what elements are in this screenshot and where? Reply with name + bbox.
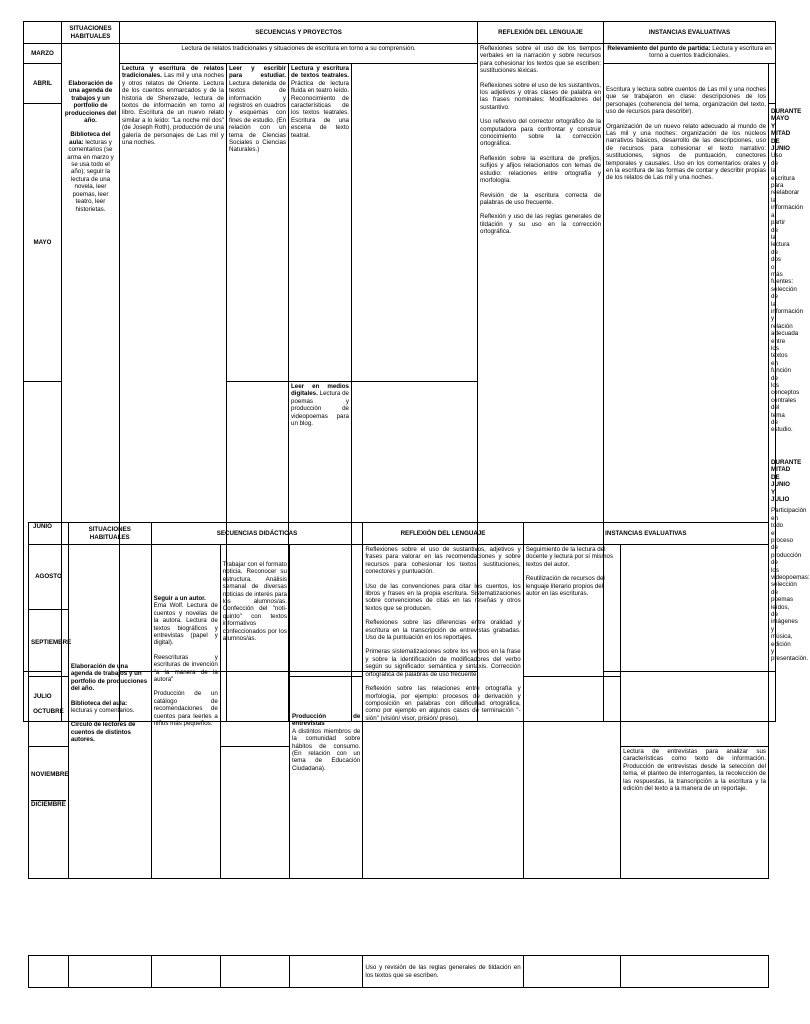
- reflexion-item: Primeras sistematizaciones sobre los verbos en la frase y sobre la identificación de modificadores del verbo según su significado: semántica y sintaxis. Corrección ortográfica de palabras de uso frecuente.: [365, 648, 521, 678]
- blank-cell: [220, 747, 289, 879]
- header-situaciones: SITUACIONES HABITUALES: [68, 523, 151, 545]
- reflexion-cell: [363, 545, 523, 879]
- planning-table-2: [28, 522, 769, 879]
- blank-cell: [769, 671, 776, 721]
- situaciones-biblioteca: Biblioteca del aula: lecturas y comentarios.: [70, 699, 135, 715]
- reflexion-item: Reflexión sobre la escritura de prefijos, sufijos y afijos relacionados con temas de estudio: relaciones entre ortografía y morfología.: [480, 154, 602, 185]
- blank-cell: [29, 956, 69, 988]
- month-abril: ABRIL: [24, 64, 62, 104]
- seq-entrevistas: [289, 677, 362, 879]
- marzo-secuencia: Lectura de relatos tradicionales y situaciones de escritura en torno a su comprensión.: [120, 44, 478, 64]
- reflexion-item: Reflexión y uso de las reglas generales de tildación y su uso en la corrección ortográfica.: [480, 213, 602, 236]
- reflexion-item: Revisión de la escritura correcta de palabras de uso frecuente.: [480, 191, 602, 206]
- blank-cell: [68, 956, 151, 988]
- instancia-title-1: DURANTE MAYO Y MITAD DE JUNIO: [771, 108, 802, 153]
- header-situaciones: SITUACIONES HABITUALES: [62, 22, 120, 44]
- month-julio: JULIO: [24, 671, 62, 721]
- blank-cell: [523, 677, 620, 879]
- header-secuencias: SECUENCIAS DIDÁCTICAS: [151, 523, 363, 545]
- blank-cell: [352, 104, 478, 382]
- month-marzo: MARZO: [24, 44, 62, 64]
- seq-autor-title: Seguir a un autor.: [153, 595, 206, 602]
- blank-cell: [151, 956, 220, 988]
- reflexion-item: Reflexiones sobre las diferencias entre oralidad y escritura en la transcripción de entrevistas grabadas. Uso de la puntuación en los reportajes.: [365, 619, 521, 642]
- reflexion-item: Uso de las convenciones para citar los cuentos, los libros y frases en la propia escritura. Sistematizaciones sobre convenciones de citas en las reseñas y otros textos que se producen.: [365, 582, 521, 612]
- month-octubre: OCTUBRE: [29, 677, 69, 747]
- seq-autor-body-2: Reescrituras y escrituras de invención "a la manera de la autora": [153, 653, 218, 684]
- reflexion-item: Reflexiones sobre el uso de sustantivos, adjetivos y frases para valorar en las recomendaciones y sobre recursos para cohesionar los textos: sustituciones, conectores y puntuación.: [365, 546, 521, 576]
- instancia-body-1: Uso de la escritura para reelaborar la información a partir de la lectura de dos o más fuentes: selección de la información y relación adecuada entre los textos en función de los conceptos centrales del tema de estudio.: [771, 152, 804, 434]
- month-agosto: AGOSTO: [29, 545, 69, 610]
- situaciones-agenda: Elaboración de una agenda de trabajos y un portfolio de producciones del año.: [64, 80, 117, 125]
- seq-entrevistas-body: A distintos miembros de la comunidad sobre hábitos de consumo. (En relación con un tema de Educación Ciudadana).: [291, 727, 361, 772]
- instancia-item: Seguimiento de la lectura del docente y lectura por sí mismos textos del autor.: [525, 546, 614, 568]
- instancia-title-2: DURANTE MITAD DE JUNIO Y JULIO: [771, 458, 802, 503]
- seq-autor-body-3: Producción de un catálogo de recomendaciones de cuentos para leerles a niños más pequeños.: [153, 690, 218, 728]
- reflexion-tildacion: Uso y revisión de las reglas generales de tildación en los textos que se escriben.: [363, 956, 523, 988]
- blank-cell: [352, 64, 478, 104]
- seq-digital: Leer en medios digitales. Lectura de poemas y producción de videopoemas para un blog.: [289, 381, 352, 671]
- blank-cell: [621, 545, 769, 747]
- month-noviembre-diciembre: [29, 747, 69, 879]
- situaciones-cell: [68, 545, 151, 879]
- seq-teatro: Lectura y escritura de textos teatrales. Práctica de lectura fluida en teatro leído. Reconocimiento de características de los textos teatrales. Escritura de una escena de texto teatral.: [289, 64, 352, 382]
- header-secuencias: SECUENCIAS Y PROYECTOS: [120, 22, 478, 44]
- month-septiembre: SEPTIEMBRE: [29, 610, 69, 677]
- blank-cell: [220, 956, 289, 988]
- header-blank: [29, 523, 69, 545]
- blank-cell: [523, 956, 620, 988]
- situaciones-biblioteca: Biblioteca del aula: lecturas y comentarios (se arma en marzo y se usa todo el año); seguir la lectura de una novela, leer poemas, leer teatro, leer historietas.: [67, 131, 114, 213]
- instancias-col2: Lectura de entrevistas para analizar sus características como texto de información. Producción de entrevistas desde la selección del tema, el planteo de interrogantes, la recolección de las respuestas, la transcripción a la escritura y la edición del texto a la manera de un reportaje.: [621, 747, 769, 879]
- header-reflexion: REFLEXIÓN DEL LENGUAJE: [363, 523, 523, 545]
- planning-table-3: [28, 955, 769, 988]
- seq-estudiar: Leer y escribir para estudiar. Lectura detenida de textos de información y registros en cuadros y esquemas con fines de estudio. (En relación con un tema de Ciencias Sociales o Ciencias Naturales.): [227, 64, 289, 382]
- instancias-col1: [523, 545, 620, 677]
- marzo-instancia: Relevamiento del punto de partida: Lectura y escritura en torno a cuentos tradicionales.: [604, 44, 776, 64]
- seq-entrevistas-title: Producción de entrevistas: [291, 713, 361, 728]
- blank-cell: [621, 956, 769, 988]
- reflexion-item: Uso reflexivo del corrector ortográfico de la computadora para confrontar y construir conocimiento sobre la corrección ortográfica.: [480, 118, 602, 148]
- seq-noticia: Trabajar con el formato noticia. Reconocer su estructura. Análisis semanal de diversas noticias de interés para los alumnos/as. Confección del "noti-quinto" con textos informativos confeccionados por los alumnos/as.: [220, 545, 289, 747]
- blank-cell: [289, 956, 362, 988]
- header-blank: [24, 22, 62, 44]
- header-instancias: INSTANCIAS EVALUATIVAS: [523, 523, 768, 545]
- reflexion-item: Reflexiones sobre el uso de los sustantivos, los adjetivos y otras clases de palabra en las frases nominales: Modificadores del sustantivo.: [480, 81, 602, 111]
- instancia-body-2: Participación en todo el proceso de producción de los videopoemas: selección de poemas leídos, de imágenes y música, edición y presentación.: [771, 507, 810, 663]
- situaciones-circulo: Círculo de lectores de cuentos de distintos autores.: [70, 721, 136, 744]
- month-junio: JUNIO: [24, 381, 62, 671]
- instancia-item: Escritura y lectura sobre cuentos de Las mil y una noches que se trabajaron en clase: descripciones de los personajes (coherencia del tema, organización del texto, uso de recursos para describir).: [606, 86, 767, 116]
- reflexion-item: Reflexiones sobre el uso de los tiempos verbales en la narración y sobre recursos para cohesionar los textos que se escriben: sustituciones léxicas.: [480, 45, 602, 75]
- seq-autor-body-1: Ema Wolf. Lectura de cuentos y novelas de la autora. Lectura de textos biográficos y entrevistas (papel y digital).: [153, 602, 218, 647]
- month-noviembre: NOVIEMBRE: [31, 771, 69, 778]
- header-instancias: INSTANCIAS EVALUATIVAS: [604, 22, 776, 44]
- situaciones-agenda: Elaboración de una agenda de trabajos y un portfolio de producciones del año.: [70, 663, 148, 693]
- seq-autor: [151, 545, 220, 879]
- month-diciembre: DICIEMBRE: [31, 801, 66, 809]
- blank-cell: [769, 64, 776, 104]
- reflexion-item: Reflexión sobre las relaciones entre ortografía y morfología, por ejemplo: procesos de derivación y composición en palabras con dificultad ortográfica, como por ejemplo en algunos casos de terminación "-sión" (visión/ visor, prisión/ preso).: [365, 685, 521, 722]
- instancia-item: Organización de un nuevo relato adecuado al mundo de Las mil y una noches: organización de los núcleos narrativos básicos, desarrollo de las descripciones, uso de recursos para cohesionar el texto narrativo: sustituciones, signos de puntuación, conectores temporales y causales. Uso en los comentarios orales y en la escritura de las formas de contar y describir propias de los relatos de Las mil y una noches.: [606, 122, 767, 182]
- seq-relatos: Lectura y escritura de relatos tradicionales. Las mil y una noches y otros relatos de Oriente. Lectura de los cuentos enmarcados y de la historia de Sherezade, lectura de textos de información en torno al libro. Escritura de un nuevo relato similar a lo leído: "La noche mil dos" (de Joseph Roth), producción de una galería de personajes de Las mil y una noches.: [120, 64, 227, 672]
- month-mayo: MAYO: [24, 104, 62, 382]
- blank-cell: [289, 545, 362, 677]
- header-reflexion: REFLEXIÓN DEL LENGUAJE: [478, 22, 604, 44]
- instancias-col2: [769, 104, 810, 672]
- instancia-item: Reutilización de recursos del lenguaje literario propios del autor en las escrituras.: [525, 575, 605, 598]
